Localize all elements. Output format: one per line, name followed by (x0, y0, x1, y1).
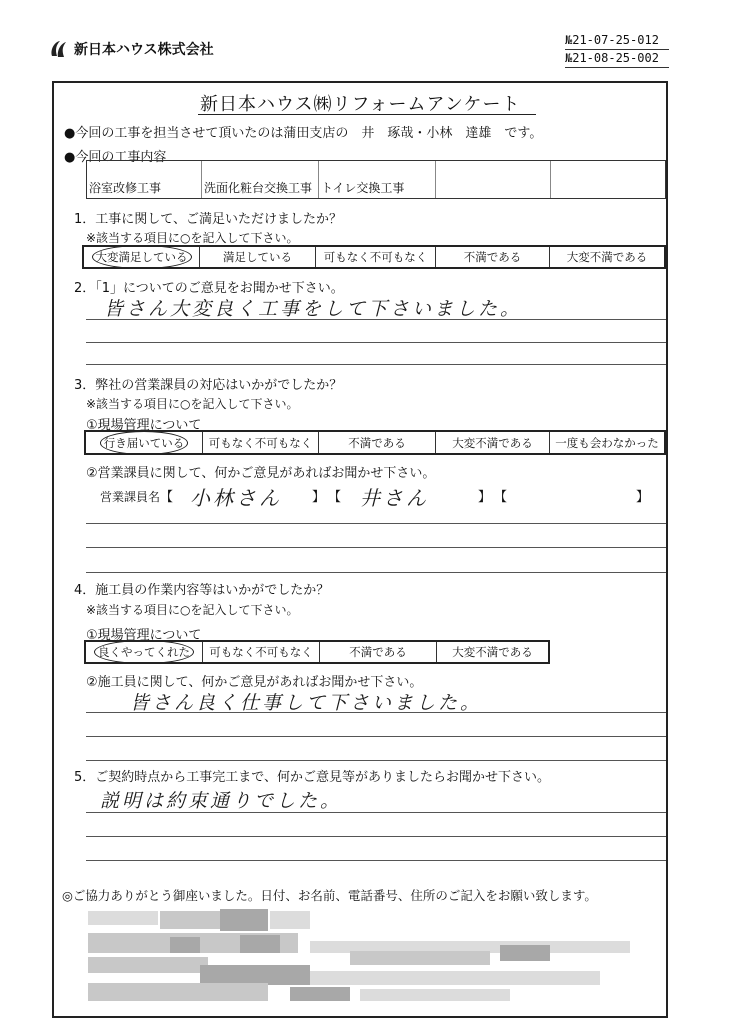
answer-line (86, 523, 666, 524)
answer-line (86, 547, 666, 548)
q4-options (84, 640, 550, 664)
q4-note: ※該当する項目に○を記入して下さい。 (86, 603, 299, 617)
q4-option[interactable]: 可もなく不可もなく (203, 642, 320, 662)
work-item: トイレ交換工事 (319, 161, 436, 198)
q3-option[interactable]: 行き届いている (86, 432, 203, 453)
document-number: №21-08-25-002 (565, 50, 669, 68)
company-name: 新日本ハウス株式会社 (74, 42, 214, 58)
q4-sub2: ②施工員に関して、何かご意見があればお聞かせ下さい。 (86, 675, 423, 690)
answer-line (86, 364, 666, 365)
q3-option[interactable]: 不満である (319, 432, 436, 453)
answer-line (86, 319, 666, 320)
q1-question: 1．工事に関して、ご満足いただけましたか？ (74, 212, 343, 227)
q3-sub2: ②営業課員に関して、何かご意見があればお聞かせ下さい。 (86, 466, 436, 481)
intro-text: ●今回の工事を担当させて頂いたのは蒲田支店の 井 琢哉・小林 達雄 です。 (64, 126, 543, 141)
q4-option[interactable]: 不満である (320, 642, 437, 662)
staff-bracket: 】 (478, 490, 492, 505)
q1-option[interactable]: 満足している (200, 247, 316, 267)
answer-line (86, 836, 666, 837)
q1-options (82, 245, 666, 269)
staff-name: 井さん (360, 486, 429, 510)
document-numbers (565, 32, 669, 68)
form-title: 新日本ハウス㈱リフォームアンケート (200, 94, 521, 115)
q3-option[interactable]: 一度も会わなかった (555, 435, 659, 450)
staff-label: 営業課員名 (100, 490, 161, 504)
intro-staff: 井 琢哉・小林 達雄 (361, 126, 492, 141)
redacted-personal-info (80, 905, 670, 1013)
work-items-table (86, 160, 666, 199)
q5-answer: 説明は約束通りでした。 (100, 790, 343, 812)
answer-line (86, 572, 666, 573)
answer-line (86, 342, 666, 343)
q4-answer: 皆さん良く仕事して下さいました。 (130, 692, 483, 714)
work-item (551, 161, 665, 198)
q1-note: ※該当する項目に○を記入して下さい。 (86, 231, 299, 245)
q3-question: 3．弊社の営業課員の対応はいかがでしたか？ (74, 378, 343, 393)
staff-bracket: 【 (328, 490, 342, 505)
q3-sub1: ①現場管理について (86, 418, 202, 433)
work-heading: ●今回の工事内容 (64, 150, 167, 165)
company-logo-icon (48, 38, 70, 60)
q3-option[interactable]: 可もなく不可もなく (203, 432, 319, 453)
q1-option[interactable]: 大変不満である (566, 250, 648, 264)
staff-bracket: 】 (636, 490, 650, 505)
q1-option[interactable]: 可もなく不可もなく (316, 247, 436, 267)
work-item (436, 161, 551, 198)
answer-line (86, 812, 666, 813)
document-number: №21-07-25-012 (565, 32, 669, 50)
q2-question: 2．「1」についてのご意見をお聞かせ下さい。 (74, 281, 344, 296)
q3-option[interactable]: 大変不満である (436, 432, 550, 453)
answer-line (86, 860, 666, 861)
q4-sub1: ①現場管理について (86, 628, 202, 643)
company-logo (48, 38, 214, 60)
staff-bracket: 】 (312, 490, 326, 505)
staff-bracket: 【 (160, 490, 174, 505)
staff-bracket: 【 (494, 490, 508, 505)
q3-options (84, 430, 666, 455)
work-item: 浴室改修工事 (87, 161, 202, 198)
q5-question: 5．ご契約時点から工事完工まで、何かご意見等がありましたらお聞かせ下さい。 (74, 770, 551, 785)
q1-option[interactable]: 大変満足している (84, 247, 200, 267)
q4-option[interactable]: 良くやってくれた (86, 642, 203, 662)
answer-line (86, 760, 666, 761)
staff-name: 小林さん (190, 486, 282, 510)
q4-question: 4．施工員の作業内容等はいかがでしたか？ (74, 583, 330, 598)
q1-option[interactable]: 不満である (436, 247, 550, 267)
q2-answer: 皆さん大変良く工事をして下さいました。 (104, 298, 523, 320)
answer-line (86, 712, 666, 713)
answer-line (86, 736, 666, 737)
work-item: 洗面化粧台交換工事 (202, 161, 319, 198)
q4-option[interactable]: 大変不満である (452, 645, 533, 659)
q3-note: ※該当する項目に○を記入して下さい。 (86, 397, 299, 411)
closing-text: ◎ご協力ありがとう御座いました。日付、お名前、電話番号、住所のご記入をお願い致します。 (62, 888, 597, 903)
title-underline (198, 114, 536, 115)
